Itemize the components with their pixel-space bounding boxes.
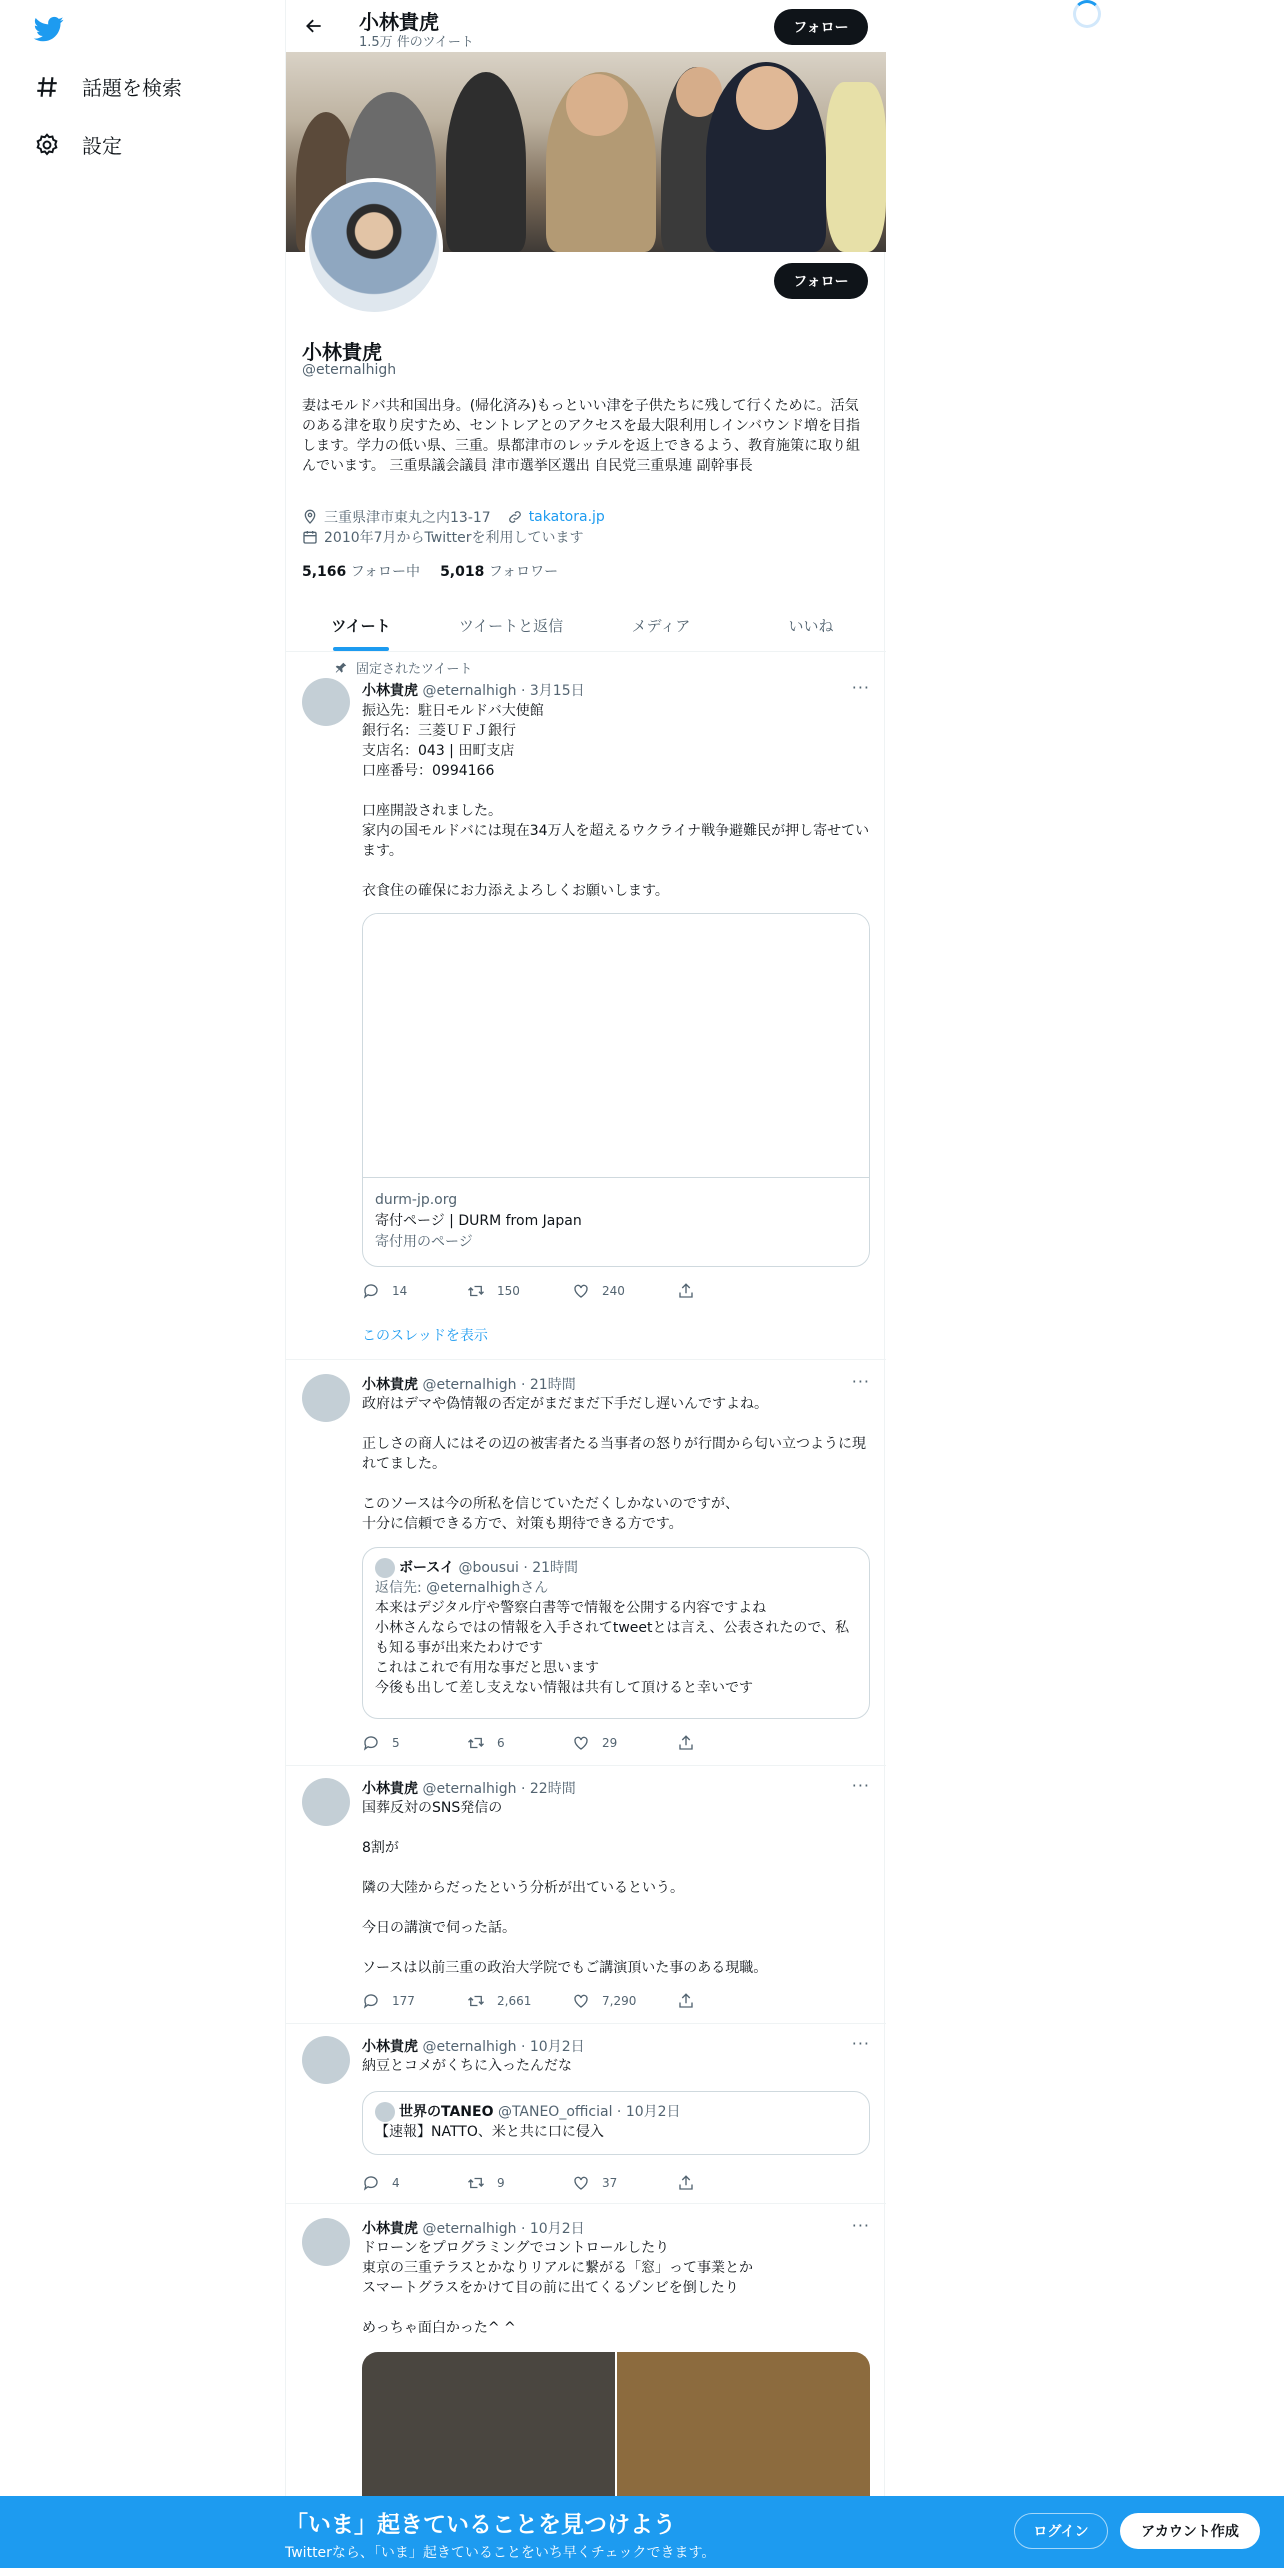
header-title: 小林貴虎 — [359, 10, 439, 34]
profile-bio: 妻はモルドバ共和国出身。(帰化済み)もっといい津を子供たちに残して行くために。活気のある津を取り戻すため、セントレアとのアクセスを最大限利用しインバウンド増を目指します。学力の低い県、三重。県都津市のレッテルを返上できるよう、教育施策に取り組んでいます。 三重県議会議員 津市選挙区選出 自民党三重県連 副幹事長 — [302, 398, 861, 474]
tweet[interactable] — [286, 1766, 886, 2024]
tweet-header: 小林貴虎 @eternalhigh · 10月2日 — [362, 2221, 585, 2237]
share-button[interactable] — [677, 1734, 782, 1752]
retweet-icon — [467, 1734, 485, 1752]
profile-joined-row — [302, 527, 583, 547]
quoted-meta: @bousui · 21時間 — [458, 1560, 579, 1576]
retweet-button[interactable]: 150 — [467, 1282, 572, 1300]
tweet-actions — [362, 1992, 782, 2010]
retweet-icon — [467, 2174, 485, 2192]
retweet-icon — [467, 1992, 485, 2010]
tweet-text: 振込先：駐日モルドバ大使館 銀行名：三菱ＵＦＪ銀行 支店名：043 | 田町支店 口座番号：0994166 口座開設されました。 家内の国モルドバには現在34万人を超えるウクライナ戦争避難民が押し寄せています。 衣食住の確保にお力添えよろしくお願いします。 — [362, 703, 870, 899]
back-button[interactable] — [300, 12, 328, 40]
like-button[interactable]: 240 — [572, 1282, 677, 1300]
reply-button[interactable]: 14 — [362, 1282, 467, 1300]
heart-icon — [572, 1282, 590, 1300]
gear-icon — [34, 132, 60, 158]
tweet[interactable] — [286, 2024, 886, 2204]
tweet-actions — [362, 2174, 782, 2192]
card-domain: durm-jp.org — [375, 1192, 458, 1208]
reply-icon — [362, 2174, 380, 2192]
profile-joined: 2010年7月からTwitterを利用しています — [324, 530, 584, 546]
sidebar-item-label: 話題を検索 — [82, 76, 182, 100]
quoted-text: 【速報】NATTO、米と共に口に侵入 — [375, 2124, 604, 2140]
tweet[interactable] — [286, 652, 886, 1360]
hashtag-icon — [34, 74, 60, 100]
media-image[interactable] — [617, 2352, 870, 2512]
follow-button-header[interactable]: フォロー — [774, 9, 868, 45]
sidebar-item-settings[interactable] — [34, 130, 122, 159]
follow-button[interactable]: フォロー — [774, 263, 868, 299]
heart-icon — [572, 1992, 590, 2010]
banner-subtitle: Twitterなら、「いま」起きていることをいち早くチェックできます。 — [285, 2545, 716, 2561]
tweet-header: 小林貴虎 @eternalhigh · 21時間 — [362, 1377, 576, 1393]
share-button[interactable] — [677, 1282, 782, 1300]
link-icon — [507, 509, 523, 525]
tweet[interactable] — [286, 1360, 886, 1766]
media-image[interactable] — [362, 2352, 615, 2512]
tweet-text: 政府はデマや偽情報の否定がまだまだ下手だし遅いんですよね。 正しさの商人にはその辺の被害者たる当事者の怒りが行間から匂い立つように現れてました。 このソースは今の所私を信じていただくしかないのですが、 十分に信頼できる方で、対策も期待できる方です。 — [362, 1396, 866, 1532]
quoted-text: 本来はデジタル庁や警察白書等で情報を公開する内容ですよね 小林さんならではの情報を入手されてtweetとは言え、公表されたので、私も知る事が出来たわけです これはこれで有用な事だと思います 今後も出して差し支えない情報は共有して頂けると幸いです — [375, 1600, 850, 1696]
quoted-tweet[interactable] — [362, 2091, 870, 2155]
quoted-tweet[interactable] — [362, 1547, 870, 1719]
profile-website-link[interactable]: takatora.jp — [528, 509, 605, 525]
sidebar-item-label: 設定 — [82, 134, 122, 158]
pin-icon — [334, 661, 348, 675]
tweet-header: 小林貴虎 @eternalhigh · 22時間 — [362, 1781, 576, 1797]
share-icon — [677, 1992, 695, 2010]
tweet-text: 納豆とコメがくちに入ったんだな — [362, 2058, 572, 2074]
loading-spinner-icon — [1073, 0, 1101, 28]
avatar[interactable] — [302, 1374, 350, 1422]
tweet-header: 小林貴虎 @eternalhigh · 10月2日 — [362, 2039, 585, 2055]
profile-header — [286, 0, 886, 52]
media-grid[interactable] — [362, 2352, 870, 2512]
share-button[interactable] — [677, 1992, 782, 2010]
more-options-icon[interactable]: ··· — [851, 678, 870, 697]
tweet-header: 小林貴虎 @eternalhigh · 3月15日 — [362, 683, 585, 699]
reply-button[interactable]: 5 — [362, 1734, 467, 1752]
profile-handle: @eternalhigh — [302, 362, 397, 378]
more-options-icon[interactable]: ··· — [851, 2216, 870, 2235]
like-button[interactable]: 29 — [572, 1734, 677, 1752]
calendar-icon — [302, 529, 318, 545]
quoted-name: ボースイ — [399, 1560, 455, 1576]
retweet-icon — [467, 1282, 485, 1300]
signup-banner — [0, 2496, 1284, 2568]
avatar[interactable] — [302, 2036, 350, 2084]
more-options-icon[interactable]: ··· — [851, 1776, 870, 1795]
followers-link[interactable]: 5,018 フォロワー — [440, 564, 559, 580]
login-button[interactable]: ログイン — [1014, 2513, 1108, 2549]
card-image — [363, 914, 869, 1178]
avatar[interactable] — [302, 678, 350, 726]
share-icon — [677, 2174, 695, 2192]
pinned-label: 固定されたツイート — [334, 658, 472, 677]
quoted-name: 世界のTANEO — [399, 2104, 494, 2120]
retweet-button[interactable]: 2,661 — [467, 1992, 572, 2010]
avatar[interactable] — [302, 2218, 350, 2266]
share-icon — [677, 1282, 695, 1300]
sidebar-item-explore[interactable] — [34, 72, 182, 101]
reply-icon — [362, 1282, 380, 1300]
signup-button[interactable]: アカウント作成 — [1120, 2513, 1260, 2549]
tab-likes[interactable]: いいね — [788, 617, 834, 635]
retweet-button[interactable]: 9 — [467, 2174, 572, 2192]
reply-icon — [362, 1992, 380, 2010]
quoted-meta: @TANEO_official · 10月2日 — [497, 2104, 681, 2120]
heart-icon — [572, 1734, 590, 1752]
profile-meta-row — [302, 507, 605, 527]
avatar[interactable] — [302, 1778, 350, 1826]
link-card[interactable] — [362, 913, 870, 1267]
avatar — [375, 1558, 395, 1578]
reply-icon — [362, 1734, 380, 1752]
twitter-logo-icon[interactable] — [32, 14, 66, 44]
like-button[interactable]: 7,290 — [572, 1992, 677, 2010]
profile-avatar[interactable] — [305, 178, 443, 316]
show-thread-link[interactable]: このスレッドを表示 — [362, 1328, 488, 1344]
tweet-text: ドローンをプログラミングでコントロールしたり 東京の三重テラスとかなりリアルに繋がる「窓」って事業とか スマートグラスをかけて目の前に出てくるゾンビを倒したり めっちゃ面白かった^ ^ — [362, 2240, 754, 2336]
tweet-text: 国葬反対のSNS発信の 8割が 隣の大陸からだったという分析が出ているという。 今日の講演で伺った話。 ソースは以前三重の政治大学院でもご講演頂いた事のある現職。 — [362, 1800, 768, 1976]
avatar — [375, 2102, 395, 2122]
more-options-icon[interactable]: ··· — [851, 1372, 870, 1391]
profile-location: 三重県津市東丸之内13-17 — [324, 510, 491, 526]
share-button[interactable] — [677, 2174, 782, 2192]
profile-tabs — [286, 600, 886, 652]
follow-stats — [302, 561, 558, 581]
following-link[interactable]: 5,166 フォロー中 — [302, 564, 421, 580]
share-icon — [677, 1734, 695, 1752]
reply-button[interactable]: 4 — [362, 2174, 467, 2192]
more-options-icon[interactable]: ··· — [851, 2034, 870, 2053]
retweet-button[interactable]: 6 — [467, 1734, 572, 1752]
reply-to-label: 返信先: @eternalhighさん — [375, 1580, 549, 1596]
like-button[interactable]: 37 — [572, 2174, 677, 2192]
card-title: 寄付ページ | DURM from Japan — [375, 1213, 582, 1229]
tweet-count: 1.5万 件のツイート — [359, 35, 474, 50]
card-description: 寄付用のページ — [375, 1234, 473, 1250]
tab-tweets[interactable]: ツイート — [286, 600, 436, 651]
heart-icon — [572, 2174, 590, 2192]
tab-tweets-replies[interactable]: ツイートと返信 — [458, 617, 564, 635]
banner-title: 「いま」起きていることを見つけよう — [285, 2512, 676, 2538]
tab-media[interactable]: メディア — [631, 617, 691, 635]
location-pin-icon — [302, 509, 318, 525]
tweet-actions — [362, 1734, 782, 1752]
tweet-actions — [362, 1282, 782, 1300]
main-column — [285, 0, 885, 2568]
profile-name: 小林貴虎 — [302, 340, 382, 364]
reply-button[interactable]: 177 — [362, 1992, 467, 2010]
arrow-left-icon — [304, 16, 324, 36]
